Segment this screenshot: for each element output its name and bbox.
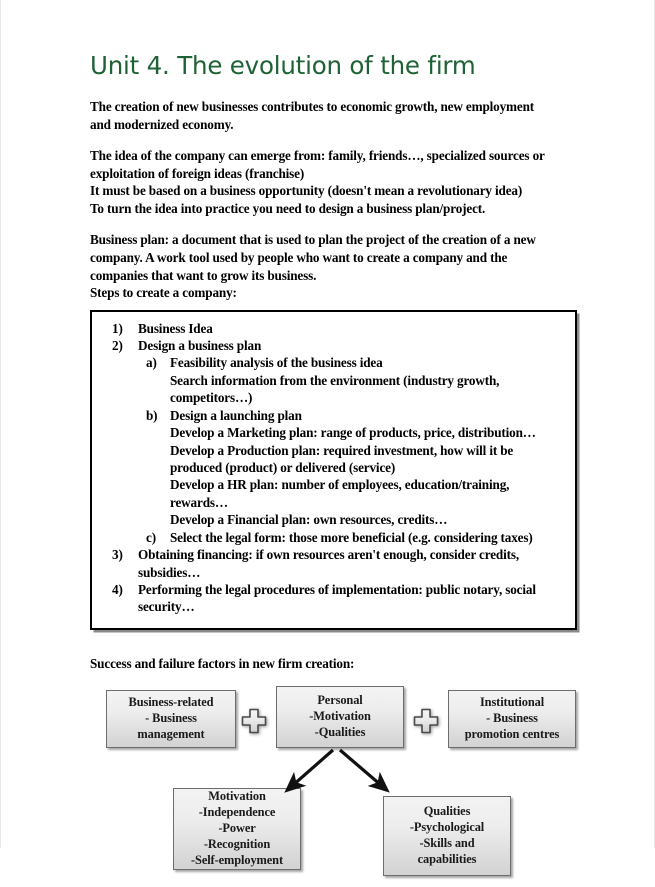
list-marker: c) [146,529,156,545]
paragraph-line: To turn the idea into practice you need to design a business plan/project. [90,200,486,216]
box-line: -Recognition [203,836,271,851]
list-text: Feasibility analysis of the business idea [170,355,383,371]
paragraph-intro [90,98,577,133]
list-item [112,337,565,546]
list-text: Business Idea [138,320,213,336]
box-line: Motivation [208,789,266,804]
list-item [146,529,565,546]
box-line: Personal [317,693,363,707]
paragraph-idea-sources [90,147,577,217]
list-subline: produced (product) or delivered (service) [170,460,396,476]
list-marker: b) [146,407,158,423]
list-subline: Develop a Production plan: required investment, how will it be [170,442,514,458]
substeps-list [138,354,565,546]
list-item [146,354,565,406]
document-content [90,52,577,887]
diagram-box-motivation [173,788,301,870]
paragraph-line: exploitation of foreign ideas (franchise) [90,165,305,181]
list-item [146,407,565,529]
box-line: capabilities [417,851,477,866]
list-subline: Develop a HR plan: number of employees, education/training, [170,477,510,493]
paragraph-line: Business plan: a document that is used to plan the project of the creation of a new [90,232,536,248]
box-line: Institutional [479,695,545,709]
list-subline: competitors…) [170,390,253,406]
list-item [112,546,565,581]
list-text: Obtaining financing: if own resources aren't enough, consider credits, [138,547,519,563]
steps-list [102,320,565,616]
diagram-box-personal [276,686,404,748]
paragraph-line: The creation of new businesses contributes to economic growth, new employment [90,99,534,115]
list-text: Select the legal form: those more beneficial (e.g. considering taxes) [170,529,533,545]
list-subline: Develop a Marketing plan: range of products, price, distribution… [170,425,536,441]
box-line: -Qualities [314,724,366,739]
box-line: -Self-employment [191,852,283,867]
list-text: Design a business plan [138,338,262,354]
arrow-down-right-icon [340,750,382,786]
steps-box [90,310,577,630]
box-line: - Business [145,710,197,725]
box-line: -Power [218,820,256,835]
list-marker: 1) [112,320,123,336]
arrow-down-left-icon [292,750,333,786]
box-line: Business-related [128,695,214,709]
list-item [112,581,565,616]
box-line: -Independence [198,805,276,819]
box-line: Qualities [423,804,471,819]
list-item [112,320,565,337]
plus-icon [241,708,267,734]
box-line: - Business [486,710,538,725]
list-subline: subsidies… [138,564,201,580]
paragraph-business-plan [90,231,577,301]
diagram-box-business-related [106,690,236,748]
page-title: Unit 4. The evolution of the firm [90,51,476,80]
list-subline: security… [138,599,195,615]
paragraph-line: companies that want to grow its business. [90,267,317,283]
diagram-caption: Success and failure factors in new firm creation: [90,655,355,671]
list-text: Design a launching plan [170,407,302,423]
paragraph-line: company. A work tool used by people who want to create a company and the [90,250,508,265]
box-line: management [137,726,205,741]
box-line: -Motivation [309,708,371,723]
list-marker: 3) [112,547,123,563]
paragraph-line: The idea of the company can emerge from: family, friends…, specialized sources or [90,148,545,164]
factors-diagram [90,682,577,887]
box-line: promotion centres [464,726,560,741]
box-line: -Psychological [409,819,485,834]
paragraph-line: It must be based on a business opportunity (doesn't mean a revolutionary idea) [90,183,523,199]
diagram-box-institutional [448,690,576,748]
list-subline: rewards… [170,494,228,510]
plus-icon [413,708,439,734]
paragraph-line: Steps to create a company: [90,285,237,301]
list-marker: 2) [112,338,123,354]
list-marker: a) [146,355,157,371]
diagram-box-qualities [383,796,511,876]
list-marker: 4) [112,581,123,597]
paragraph-line: and modernized economy. [90,116,234,132]
list-subline: Develop a Financial plan: own resources, credits… [170,512,448,528]
list-subline: Search information from the environment (industry growth, [170,372,500,388]
list-text: Performing the legal procedures of implementation: public notary, social [138,581,536,597]
box-line: -Skills and [419,835,475,850]
